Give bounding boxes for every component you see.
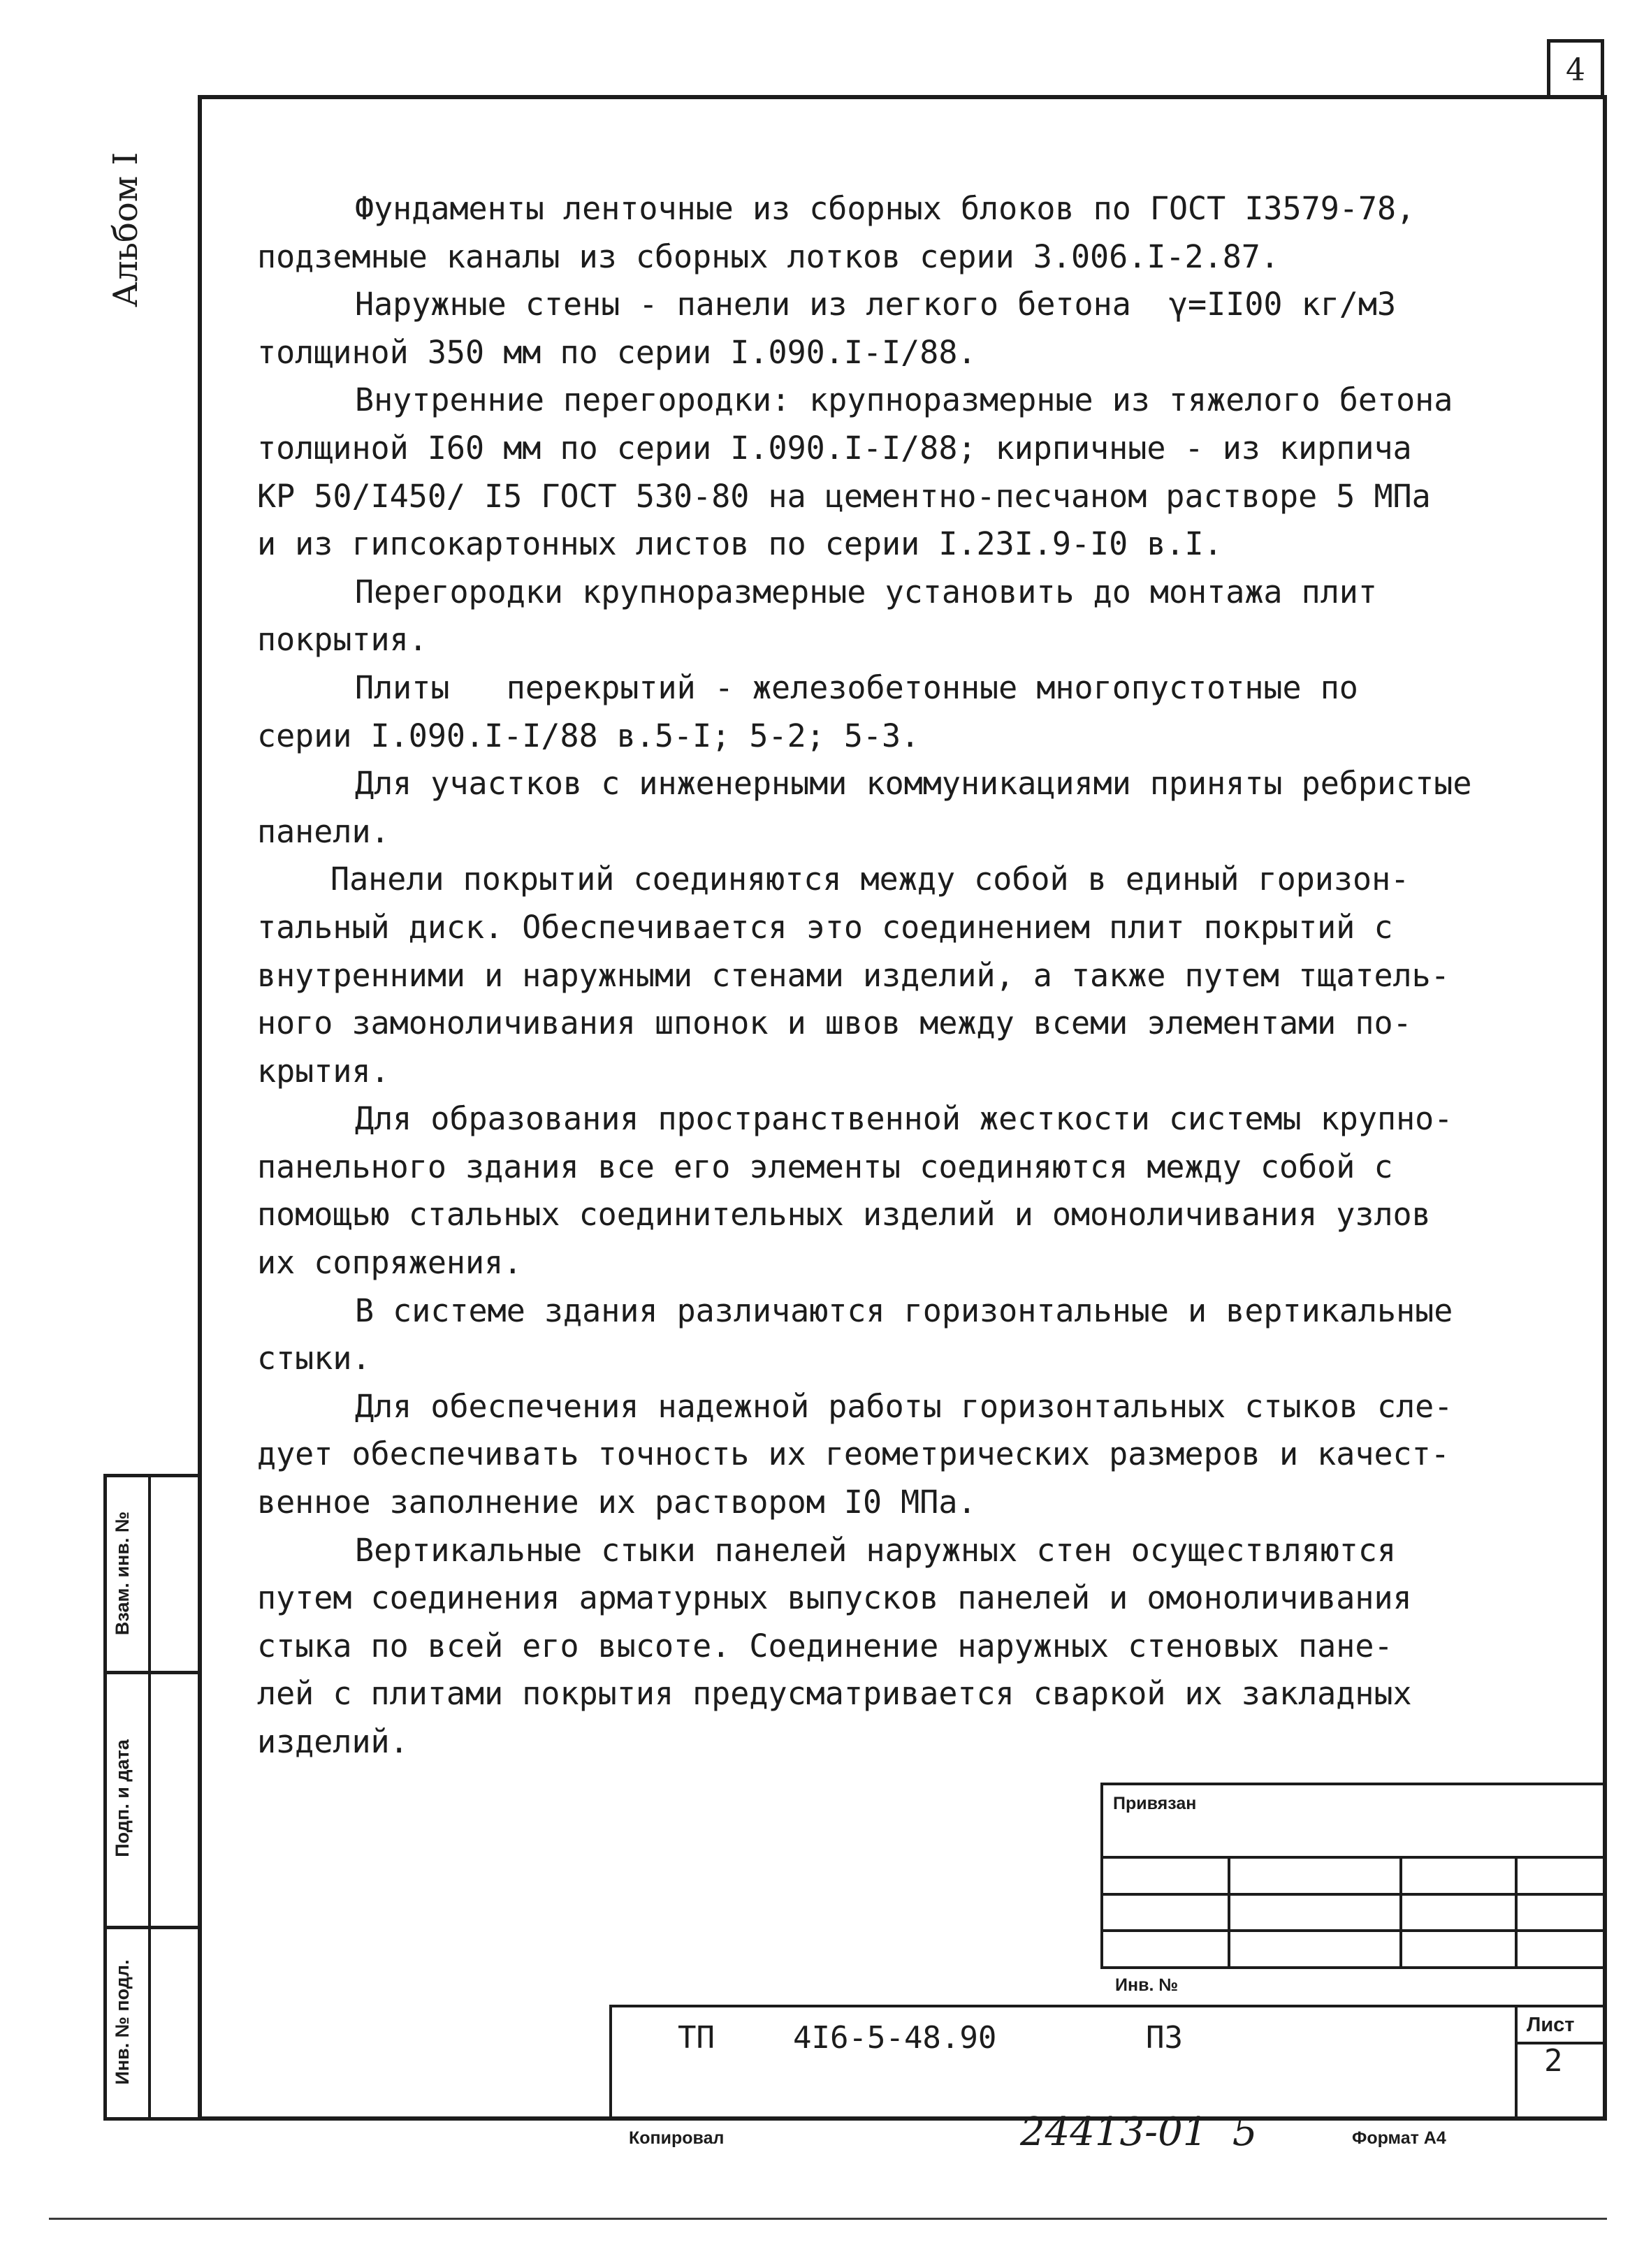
text-line: лей с плитами покрытия предусматривается сваркой их закладных	[257, 1675, 1412, 1713]
text-line: В системе здания различаются горизонтальные и вертикальные	[355, 1292, 1453, 1329]
text-line: Панели покрытий соединяются между собой в единый горизон-	[330, 861, 1410, 898]
text-line: тальный диск. Обеспечивается это соединением плит покрытий с	[257, 908, 1393, 946]
title-block-grid-line	[1100, 1783, 1103, 1966]
text-line: Внутренние перегородки: крупноразмерные из тяжелого бетона	[355, 381, 1453, 419]
text-line: Перегородки крупноразмерные установить до монтажа плит	[355, 573, 1377, 610]
text-line: дует обеспечивать точность их геометрических размеров и качест-	[257, 1435, 1450, 1473]
title-block-grid-line	[1100, 1966, 1607, 1969]
text-line: Наружные стены - панели из легкого бетона γ=II00 кг/м3	[355, 286, 1397, 323]
title-block-grid-line	[1515, 1856, 1518, 1966]
text-line: внутренними и наружными стенами изделий, а также путем тщатель-	[257, 956, 1450, 994]
vzam-inv-label: Взам. инв. №	[112, 1511, 133, 1636]
page-number: 4	[1547, 39, 1604, 95]
text-line: ного замоноличивания шпонок и швов между всеми элементами по-	[257, 1004, 1412, 1042]
text-line: венное заполнение их раствором I0 МПа.	[257, 1484, 977, 1521]
project-code: 4I6-5-48.90	[793, 2020, 997, 2056]
text-line: крытия.	[257, 1052, 390, 1090]
text-line: толщиной 350 мм по серии I.090.I-I/88.	[257, 333, 977, 371]
format-label: Формат А4	[1352, 2128, 1446, 2148]
text-line: и из гипсокартонных листов по серии I.23I.9-I0 в.I.	[257, 525, 1223, 563]
text-line: КР 50/I450/ I5 ГОСТ 530-80 на цементно-песчаном растворе 5 МПа	[257, 477, 1431, 515]
tp-label: ТП	[678, 2020, 715, 2056]
text-line: Для участков с инженерными коммуникациями приняты ребристые	[355, 765, 1472, 803]
text-line: серии I.090.I-I/88 в.5-I; 5-2; 5-3.	[257, 717, 920, 754]
text-line: стыка по всей его высоте. Соединение наружных стеновых пане-	[257, 1627, 1393, 1665]
side-stamp-divider	[148, 1474, 151, 2121]
handwritten-number: 24413-01 5	[1020, 2109, 1258, 2155]
body-text	[257, 185, 1529, 1766]
sheet-label: Лист	[1527, 2014, 1575, 2036]
text-line: Фундаменты ленточные из сборных блоков по ГОСТ I3579-78,	[355, 190, 1416, 227]
text-line: панельного здания все его элементы соединяются между собой с	[257, 1148, 1393, 1185]
text-line: их сопряжения.	[257, 1244, 523, 1282]
text-line: Для образования пространственной жесткости системы крупно-	[355, 1100, 1453, 1138]
title-block-grid-line	[1100, 1856, 1607, 1859]
text-line: панели.	[257, 812, 390, 850]
podp-data-label: Подп. и дата	[112, 1739, 133, 1857]
inv-podl-label: Инв. № подл.	[112, 1959, 133, 2085]
album-label: Альбом I	[106, 152, 145, 307]
title-block-grid-line	[1228, 1856, 1230, 1966]
title-block-grid-line	[1515, 2005, 1518, 2121]
privyazan-label: Привязан	[1113, 1794, 1197, 1813]
title-block-grid-line	[609, 2005, 612, 2121]
title-block-grid-line	[609, 2005, 1607, 2007]
text-line: подземные каналы из сборных лотков серии 3.006.I-2.87.	[257, 237, 1279, 275]
title-block-grid-line	[1100, 1929, 1607, 1932]
inv-no-label: Инв. №	[1115, 1975, 1179, 1995]
sheet-number: 2	[1544, 2043, 1563, 2079]
text-line: Плиты перекрытий - железобетонные многопустотные по	[355, 668, 1358, 706]
title-block-grid-line	[1399, 1856, 1402, 1966]
doc-code: ПЗ	[1146, 2020, 1183, 2056]
text-line: стыки.	[257, 1340, 371, 1377]
text-line: Для обеспечения надежной работы горизонтальных стыков сле-	[355, 1387, 1453, 1425]
text-line: помощью стальных соединительных изделий и омоноличивания узлов	[257, 1196, 1431, 1234]
title-block-grid-line	[1100, 1893, 1607, 1896]
page-edge-line	[49, 2218, 1607, 2220]
text-line: покрытия.	[257, 621, 428, 659]
title-block-border	[1100, 1783, 1607, 1785]
text-line: Вертикальные стыки панелей наружных стен осуществляются	[355, 1531, 1397, 1569]
text-line: толщиной I60 мм по серии I.090.I-I/88; кирпичные - из кирпича	[257, 429, 1412, 467]
text-line: путем соединения арматурных выпусков панелей и омоноличивания	[257, 1579, 1412, 1617]
text-line: изделий.	[257, 1723, 409, 1760]
copied-label: Копировал	[629, 2128, 725, 2148]
